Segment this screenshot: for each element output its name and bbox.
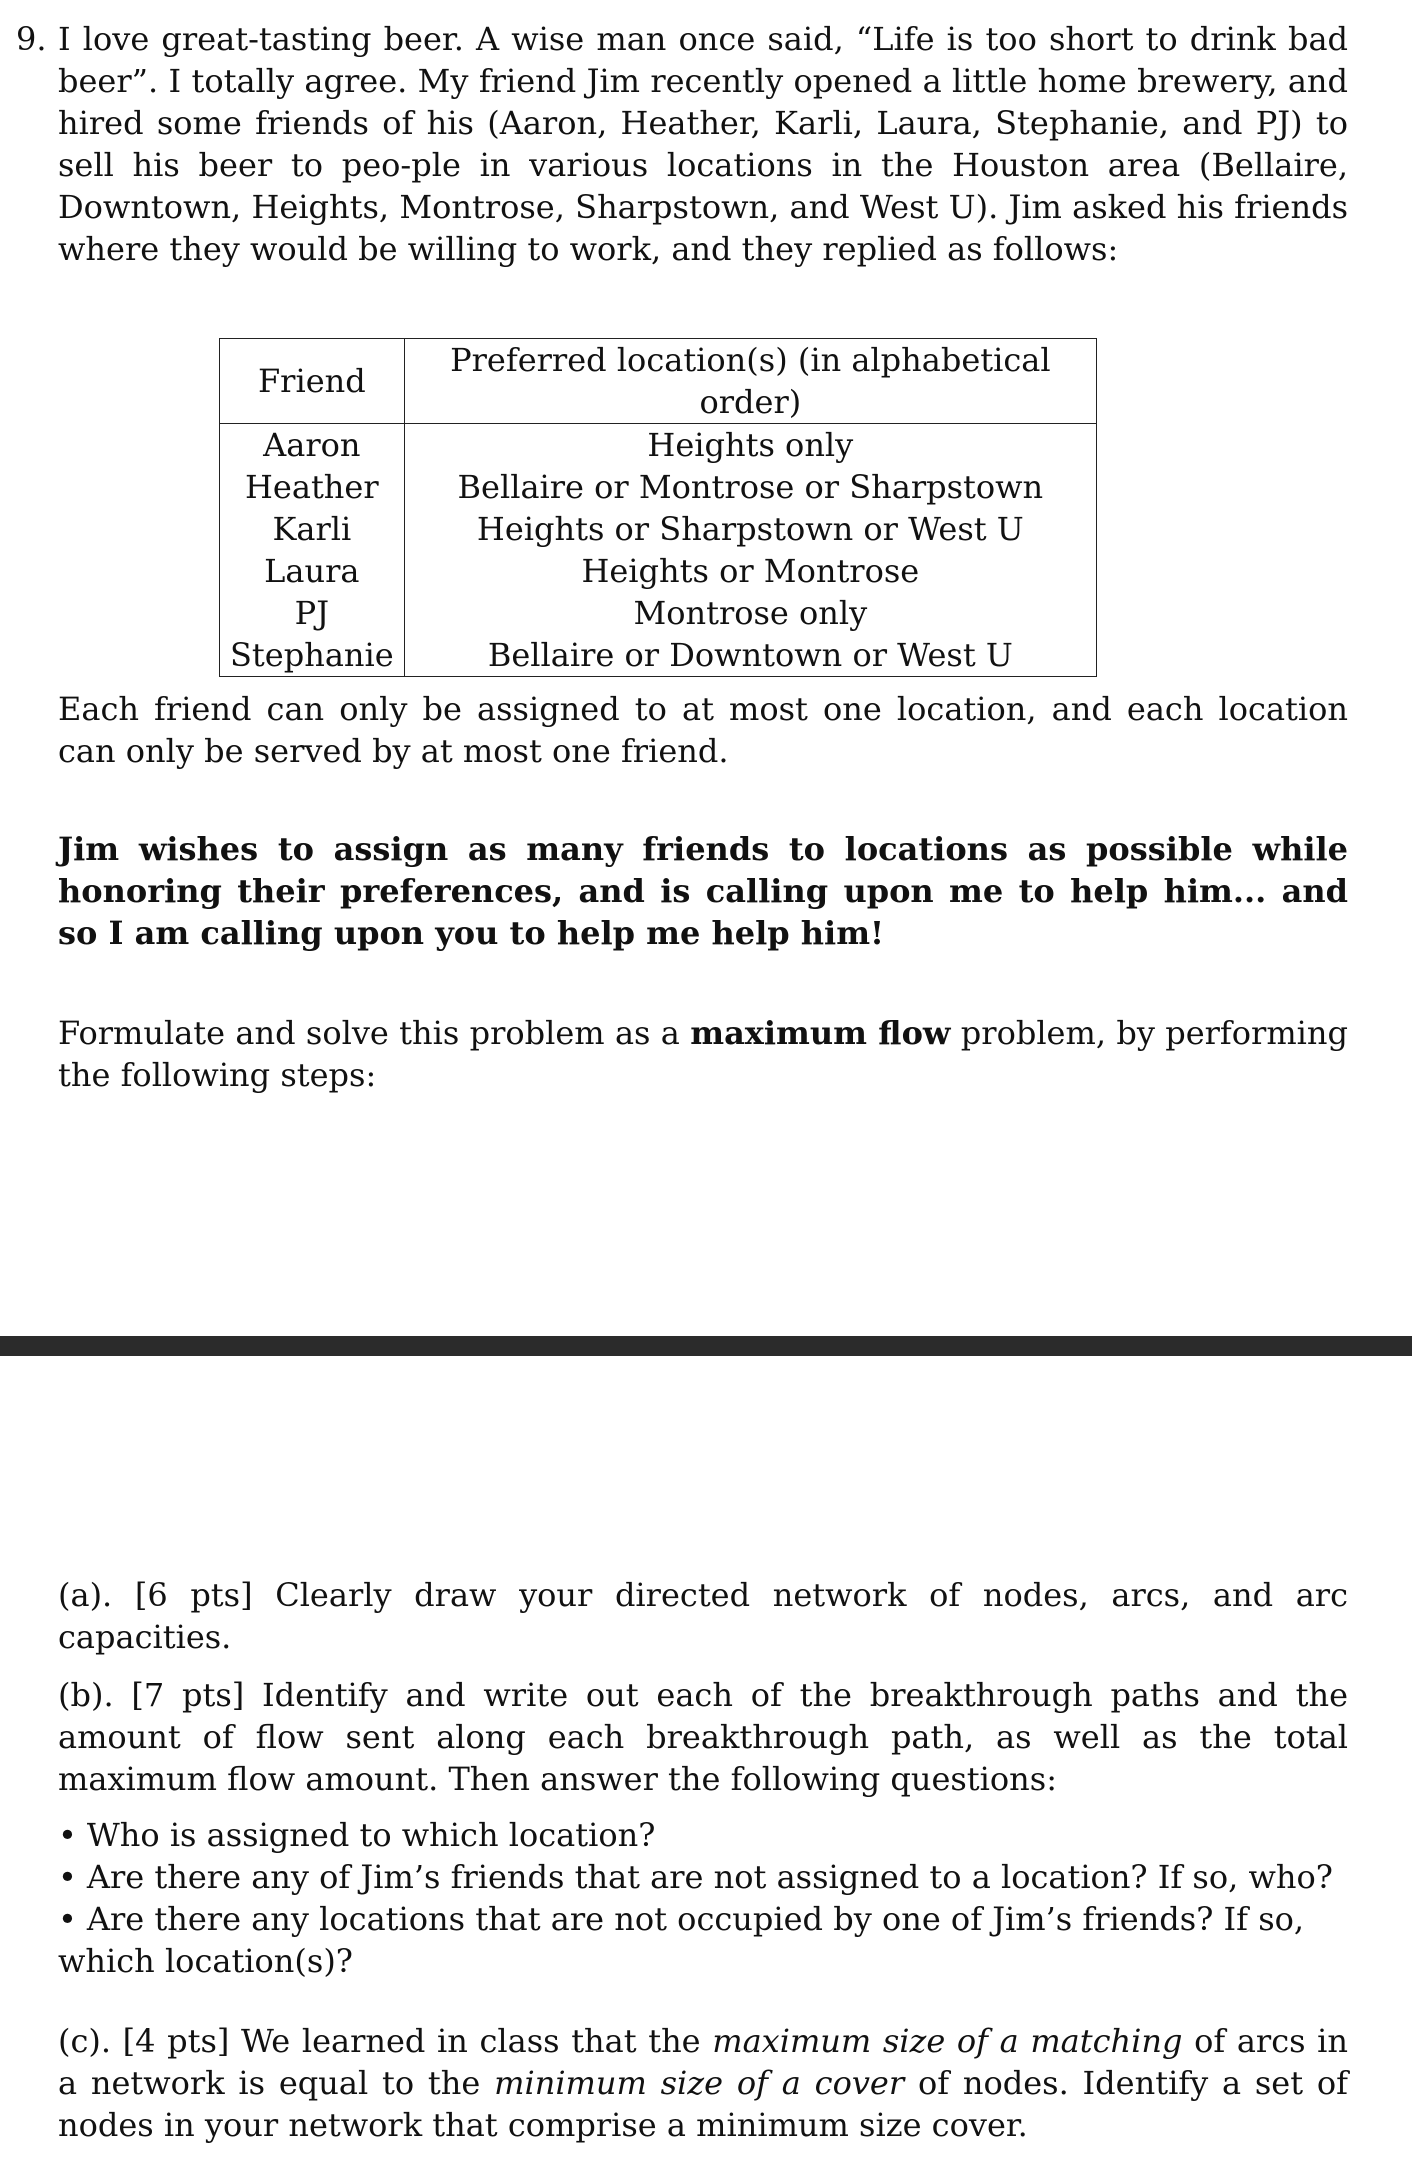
location-cell: Bellaire or Montrose or Sharpstown xyxy=(404,466,1096,508)
goal-paragraph: Jim wishes to assign as many friends to locations as possible while honoring their preferences, and is calling upon me to help him... and so I am calling upon you to help me help him! xyxy=(58,830,1348,952)
part-c-text-2: of arcs in a network is equal to the xyxy=(58,2022,1349,2102)
formulate-text-after: problem, by performing the following steps: xyxy=(58,1014,1349,1094)
constraint-paragraph: Each friend can only be assigned to at most one location, and each location can only be served by at most one friend. xyxy=(58,690,1348,770)
part-c xyxy=(58,2020,1348,2146)
formulate-paragraph xyxy=(58,1012,1348,1096)
list-item xyxy=(58,1898,1348,1982)
friend-cell: Aaron xyxy=(220,424,405,467)
friend-cell: Heather xyxy=(220,466,405,508)
table-row xyxy=(220,634,1097,677)
location-cell: Heights only xyxy=(404,424,1096,467)
friend-cell: Karli xyxy=(220,508,405,550)
table-row xyxy=(220,592,1097,634)
table-row xyxy=(220,424,1097,467)
location-cell: Bellaire or Downtown or West U xyxy=(404,634,1096,677)
formulate-text-before: Formulate and solve this problem as a xyxy=(58,1014,691,1052)
bullet-text: Who is assigned to which location? xyxy=(86,1816,656,1854)
page-divider xyxy=(0,1336,1412,1356)
list-item xyxy=(58,1814,1348,1856)
friend-cell: PJ xyxy=(220,592,405,634)
part-a: (a). [6 pts] Clearly draw your directed network of nodes, arcs, and arc capacities. xyxy=(58,1576,1348,1656)
preferences-table xyxy=(219,338,1097,677)
list-item xyxy=(58,1856,1348,1898)
part-b-bullets xyxy=(58,1814,1348,1982)
part-c-italic-1: maximum size of a matching xyxy=(712,2022,1183,2060)
question-number: 9. xyxy=(16,20,47,58)
bullet-icon: • xyxy=(58,1858,77,1896)
location-cell: Heights or Montrose xyxy=(404,550,1096,592)
table-row xyxy=(220,508,1097,550)
header-friend: Friend xyxy=(220,339,405,424)
question-intro: I love great-tasting beer. A wise man once said, “Life is too short to drink bad beer”. I totally agree. My friend Jim recently opened a little home brewery, and hired some friends of his (Aaron, Heather, Karli, Laura, Stephanie, and PJ) to sell his beer to peo-ple in various locations in the Houston area (Bellaire, Downtown, Heights, Montrose, Sharpstown, and West U). Jim asked his friends where they would be willing to work, and they replied as follows: xyxy=(58,20,1348,268)
header-locations: Preferred location(s) (in alphabetical order) xyxy=(404,339,1096,424)
location-cell: Heights or Sharpstown or West U xyxy=(404,508,1096,550)
part-c-text-1: (c). [4 pts] We learned in class that the xyxy=(58,2022,713,2060)
table-row xyxy=(220,550,1097,592)
part-c-text-3: of nodes. Identify a set of nodes in your network that comprise a minimum size cover. xyxy=(58,2064,1349,2144)
friend-cell: Stephanie xyxy=(220,634,405,677)
bullet-text: Are there any of Jim’s friends that are not assigned to a location? If so, who? xyxy=(86,1858,1333,1896)
bullet-icon: • xyxy=(58,1816,77,1854)
formulate-text-bold: maximum flow xyxy=(690,1014,951,1052)
bullet-text: Are there any locations that are not occupied by one of Jim’s friends? If so, which location(s)? xyxy=(58,1900,1305,1980)
table-header-row xyxy=(220,339,1097,424)
part-b-text: (b). [7 pts] Identify and write out each of the breakthrough paths and the amount of flow sent along each breakthrough path, as well as the total maximum flow amount. Then answer the following questions: xyxy=(58,1676,1348,1798)
part-c-italic-2: minimum size of a cover xyxy=(494,2064,905,2102)
table-row xyxy=(220,466,1097,508)
bullet-icon: • xyxy=(58,1900,77,1938)
location-cell: Montrose only xyxy=(404,592,1096,634)
friend-cell: Laura xyxy=(220,550,405,592)
